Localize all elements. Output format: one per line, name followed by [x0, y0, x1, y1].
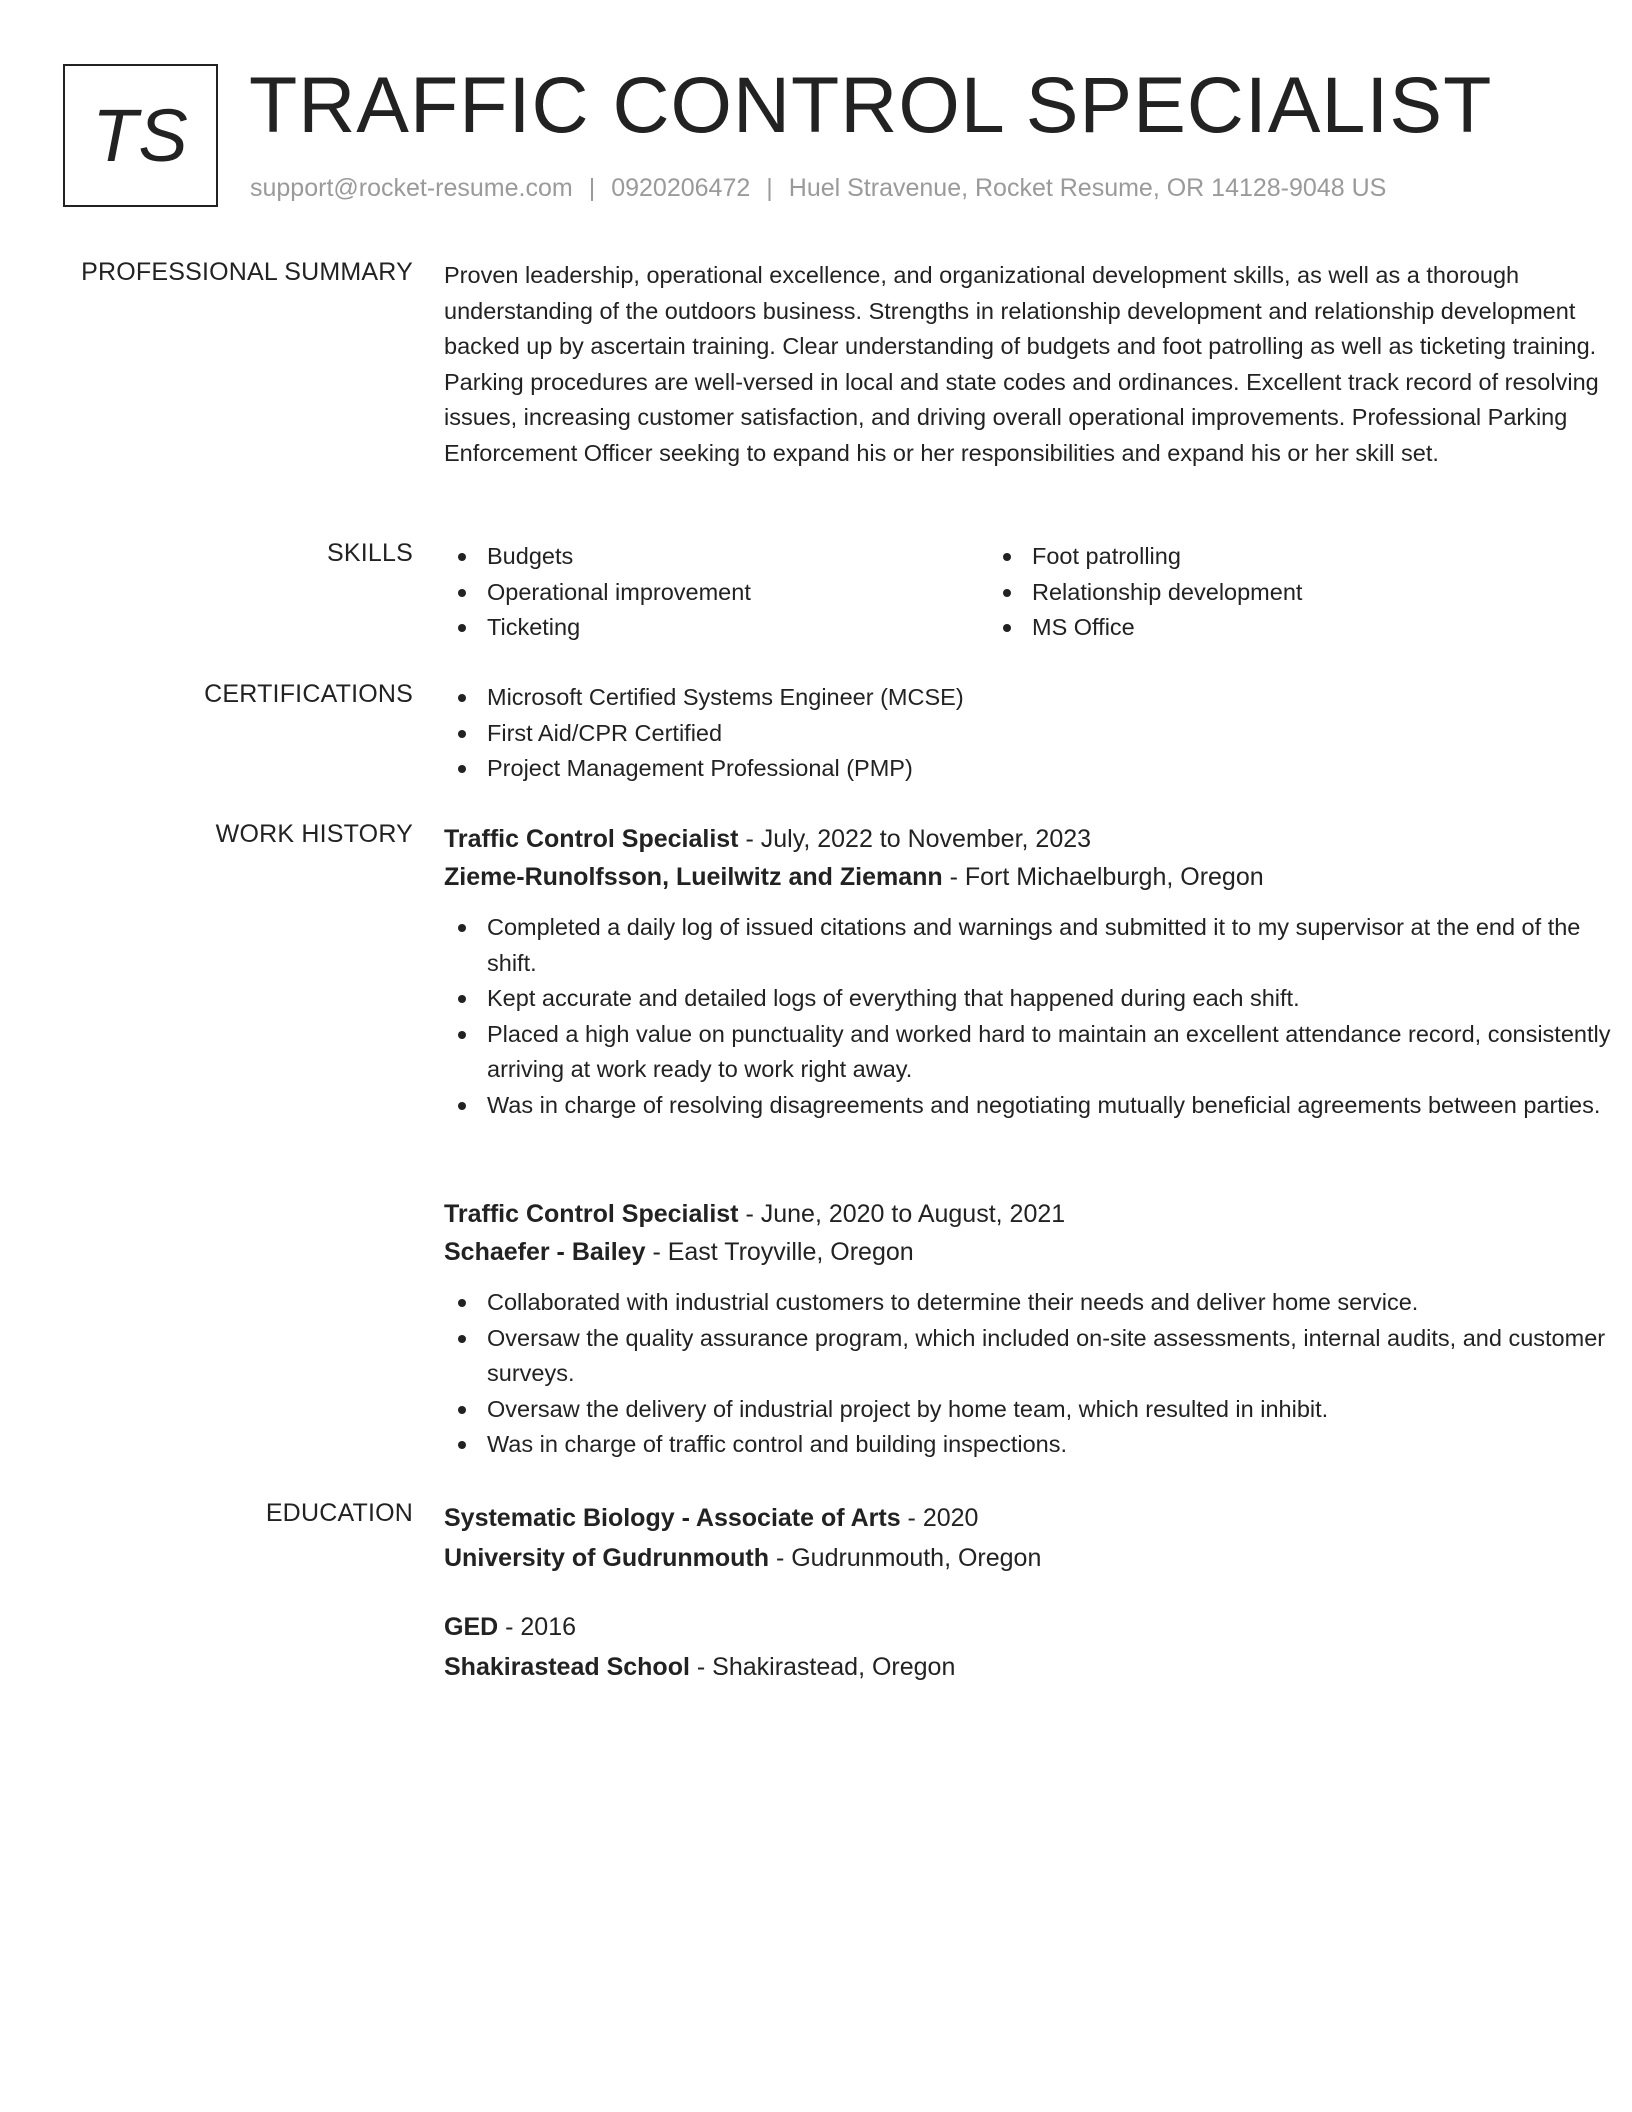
education-degree-line	[444, 1608, 1624, 1646]
skill-item: Budgets	[444, 539, 989, 575]
job-employer	[444, 858, 1624, 896]
job-employer	[444, 1233, 1624, 1271]
summary-heading: PROFESSIONAL SUMMARY	[81, 258, 413, 286]
education-entry	[444, 1499, 1624, 1577]
skills-heading: SKILLS	[327, 539, 413, 567]
skill-item: Relationship development	[989, 575, 1534, 611]
job-dates: - June, 2020 to August, 2021	[738, 1200, 1066, 1228]
contact-separator: |	[766, 174, 773, 202]
skills-list	[444, 539, 1624, 646]
job-bullet: Placed a high value on punctuality and worked hard to maintain an excellent attendance record, consistently arriving at work ready to work right away.	[444, 1017, 1624, 1088]
job-header	[444, 1195, 1624, 1233]
job-bullet: Completed a daily log of issued citations and warnings and submitted it to my supervisor at the end of the shift.	[444, 910, 1624, 981]
job-company: Schaefer - Bailey	[444, 1238, 646, 1266]
contact-line	[250, 174, 1386, 203]
education-year: - 2020	[900, 1504, 979, 1532]
contact-phone: 0920206472	[611, 174, 751, 202]
job-bullet: Collaborated with industrial customers to determine their needs and deliver home service.	[444, 1285, 1624, 1321]
skill-item: Ticketing	[444, 610, 989, 646]
education-heading: EDUCATION	[265, 1499, 413, 1527]
work-history-heading: WORK HISTORY	[215, 820, 413, 848]
education-degree: Systematic Biology - Associate of Arts	[444, 1504, 901, 1532]
job-bullet: Oversaw the delivery of industrial project by home team, which resulted in inhibit.	[444, 1392, 1624, 1428]
resume-title: TRAFFIC CONTROL SPECIALIST	[249, 60, 1493, 149]
job-location: - East Troyville, Oregon	[645, 1238, 914, 1266]
skill-item: Foot patrolling	[989, 539, 1534, 575]
certification-item: First Aid/CPR Certified	[444, 716, 1624, 752]
job-dates: - July, 2022 to November, 2023	[738, 825, 1092, 853]
monogram-logo: TS	[63, 64, 218, 207]
job-entry	[444, 820, 1624, 1124]
skill-item: MS Office	[989, 610, 1534, 646]
certification-item: Project Management Professional (PMP)	[444, 751, 1624, 787]
education-school-line	[444, 1539, 1624, 1577]
job-entry	[444, 1195, 1624, 1463]
job-title: Traffic Control Specialist	[444, 825, 739, 853]
summary-text: Proven leadership, operational excellence, and organizational development skills, as well as a thorough understanding of the outdoors business. Strengths in relationship development and relationship development backed up by ascertain training. Clear understanding of budgets and foot patrolling as well as ticketing training. Parking procedures are well-versed in local and state codes and ordinances. Excellent track record of resolving issues, increasing customer satisfaction, and driving overall operational improvements. Professional Parking Enforcement Officer seeking to expand his or her responsibilities and expand his or her skill set.	[444, 262, 1599, 466]
job-location: - Fort Michaelburgh, Oregon	[942, 863, 1264, 891]
education-degree-line	[444, 1499, 1624, 1537]
job-bullet: Kept accurate and detailed logs of everything that happened during each shift.	[444, 981, 1624, 1017]
job-company: Zieme-Runolfsson, Lueilwitz and Ziemann	[444, 863, 943, 891]
job-bullet: Oversaw the quality assurance program, which included on-site assessments, internal audits, and customer surveys.	[444, 1321, 1624, 1392]
job-bullet: Was in charge of traffic control and building inspections.	[444, 1427, 1624, 1463]
education-school: University of Gudrunmouth	[444, 1544, 769, 1572]
education-entry	[444, 1608, 1624, 1686]
contact-email: support@rocket-resume.com	[250, 174, 573, 202]
resume-header	[63, 60, 1583, 212]
certifications-list	[444, 680, 1624, 787]
job-bullet: Was in charge of resolving disagreements and negotiating mutually beneficial agreements between parties.	[444, 1088, 1624, 1124]
education-school: Shakirastead School	[444, 1653, 690, 1681]
education-school-line	[444, 1648, 1624, 1686]
contact-address: Huel Stravenue, Rocket Resume, OR 14128-9048 US	[788, 174, 1387, 202]
job-title: Traffic Control Specialist	[444, 1200, 739, 1228]
certification-item: Microsoft Certified Systems Engineer (MCSE)	[444, 680, 1624, 716]
certifications-heading: CERTIFICATIONS	[204, 680, 413, 708]
education-location: - Shakirastead, Oregon	[689, 1653, 956, 1681]
job-header	[444, 820, 1624, 858]
contact-separator: |	[588, 174, 596, 202]
education-degree: GED	[444, 1613, 499, 1641]
skill-item: Operational improvement	[444, 575, 989, 611]
education-year: - 2016	[498, 1613, 577, 1641]
education-location: - Gudrunmouth, Oregon	[769, 1544, 1042, 1572]
